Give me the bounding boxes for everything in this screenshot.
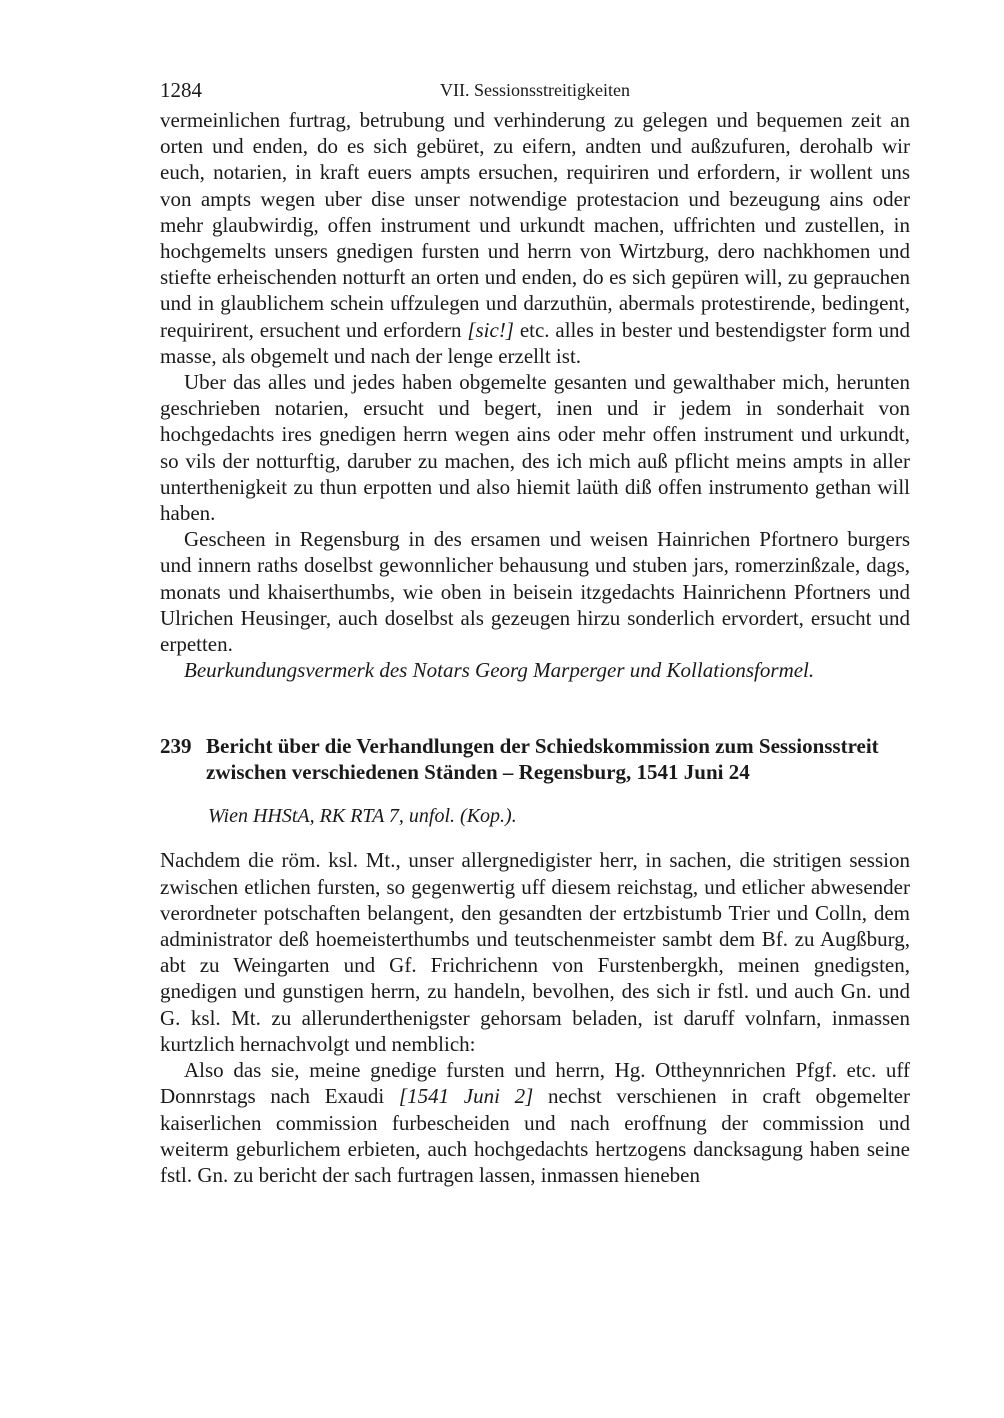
document-source: Wien HHStA, RK RTA 7, unfol. (Kop.).	[208, 805, 517, 828]
continuation-paragraph-3: Gescheen in Regensburg in des ersamen und weisen Hainrichen Pfortnero burgers und innern raths doselbst gewonnlicher behausung und stuben jars, romerzinßzale, dags, monats und khaiserthumbs, wie oben in beisein itzgedachts Hainrichenn Pfortners und Ulrichen Heusinger, auch doselbst als gezeugen hirzu sonderlich ervordert, ersucht und erpetten.	[160, 527, 910, 657]
running-head	[160, 78, 910, 108]
editorial-note-certification: Beurkundungsvermerk des Notars Georg Marperger und Kollationsformel.	[184, 658, 815, 683]
continuation-paragraph-1	[160, 107, 910, 369]
document-heading	[160, 733, 910, 785]
document-number: 239	[160, 734, 192, 759]
document-paragraph-1: Nachdem die röm. ksl. Mt., unser allergnedigister herr, in sachen, die stritigen session zwischen etlichen fursten, so gegenwertig uff diesem reichstag, und etlicher abwesender verordneter potschaften belangent, den gesandten der ertzbistumb Trier und Colln, dem administrator deß hoemeisterthumbs und teutschenmeister sambt dem Bf. zu Augßburg, abt zu Weingarten und Gf. Frichrichenn von Furstenbergkh, meinen gnedigsten, gnedigen und gunstigen herrn, zu handeln, bevolhen, des sich ir fstl. und auch Gn. und G. ksl. Mt. zu allerunderthenigster gehorsam beladen, ist daruff volnfarn, inmassen kurtzlich hernachvolgt und nemblich:	[160, 848, 910, 1056]
document-paragraph-2	[160, 1057, 910, 1188]
page-number: 1284	[160, 78, 202, 102]
paragraph-text: nechst verschienen in craft obgemelter kaiserlichen commission furbescheiden und nach eroffnung der commission und weiterm geburlichem erbieten, auch hochgedachts hertzogens dancksagung haben seine fstl. Gn. zu bericht der sach furtragen lassen, inmassen hieneben	[160, 1084, 910, 1187]
continuation-paragraph-2: Uber das alles und jedes haben obgemelte gesanten und gewalthaber mich, herunten geschrieben notarien, ersucht und begert, inen und ir jedem in sonderhait von hochgedachts ires gnedigen herrn wegen ains oder mehr offen instrument und urkundt, so vils der notturftig, daruber zu machen, des ich mich auß pflicht meins ampts in aller unterthenigkeit zu thun erpotten und also hiemit laüth diß offen instrumento gethan will haben.	[160, 370, 910, 526]
running-title: VII. Sessionsstreitigkeiten	[440, 80, 630, 100]
paragraph-text: etc. alles in bester und bestendigster form und masse, als obgemelt und nach der lenge erzellt ist.	[160, 317, 911, 368]
book-page	[160, 78, 910, 1188]
editorial-date-note: [1541 Juni 2]	[398, 1084, 534, 1109]
document-title: Bericht über die Verhandlungen der Schiedskommission zum Sessionsstreit zwischen verschiedenen Ständen – Regensburg, 1541 Juni 24	[206, 734, 879, 785]
paragraph-text: Also das sie, meine gnedige fursten und herrn, Hg. Ottheynnrichen Pfgf. etc. uff Donnrstags nach Exaudi	[160, 1058, 910, 1109]
paragraph-text: vermeinlichen furtrag, betrubung und verhinderung zu gelegen und bequemen zeit an orten und enden, do es sich gebüret, zu eifern, andten und außzufuren, derohalb wir euch, notarien, in kraft euers ampts ersuchen, requiriren und erfordern, ir wollent uns von ampts wegen uber dise unser notwendige protestacion und bezeugung ains oder mehr glaubwirdig, offen instrument und urkundt machen, uffrichten und zustellen, in hochgemelts unsers gnedigen fursten und herrn von Wirtzburg, dero nachkhomen und stiefte erheischenden notturft an orten und enden, do es sich gepüren will, zu geprauchen und in glaublichem schein uffzulegen und darzuthün, abermals protestirende, bedingent, requirirent, ersuchent und erfordern	[160, 108, 910, 342]
editorial-note-sic: [sic!]	[467, 317, 514, 342]
